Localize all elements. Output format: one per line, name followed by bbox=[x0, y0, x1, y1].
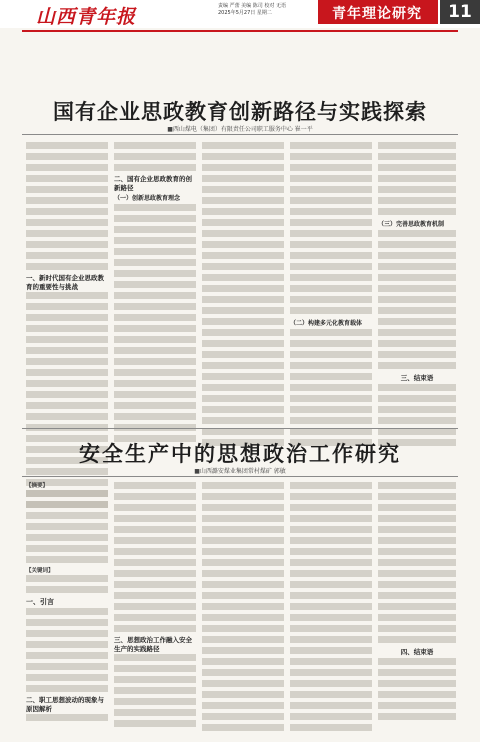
article1-subhead-6: 三、结束语 bbox=[400, 374, 434, 382]
article1-byline: ■西山煤电（集团）有限责任公司职工服务中心 崔一平 bbox=[167, 126, 313, 133]
article2-column-4 bbox=[290, 482, 372, 735]
article1-divider bbox=[22, 134, 458, 135]
article-separator bbox=[22, 428, 458, 429]
article1-subhead-3: （一）创新思政教育理念 bbox=[114, 195, 181, 202]
section-name: 青年理论研究 bbox=[332, 6, 422, 22]
issue-date: 2025年5月27日 星期二 bbox=[218, 10, 272, 16]
abstract-label: 【摘要】 bbox=[26, 483, 49, 489]
article1-subhead-5: （三）完善思政教育机制 bbox=[378, 221, 445, 228]
article2-divider bbox=[22, 476, 458, 477]
article2-column-5 bbox=[378, 482, 456, 724]
masthead-rule bbox=[22, 30, 458, 32]
editor-info-line1: 责编 严蕾 美编 陈司 校对 无语 bbox=[218, 3, 286, 9]
article2-subhead-3: 三、思想政治工作融入安全生产的实践路径 bbox=[114, 636, 192, 653]
article2-column-3 bbox=[202, 482, 284, 735]
editor-info bbox=[218, 3, 286, 17]
article1-column-2 bbox=[114, 142, 196, 446]
article1-column-5 bbox=[378, 142, 456, 450]
article2-subhead-1: 一、引言 bbox=[26, 598, 54, 606]
article2-title: 安全生产中的思想政治工作研究 bbox=[79, 442, 401, 466]
article1-title: 国有企业思政教育创新路径与实践探索 bbox=[53, 100, 427, 124]
article1-subhead-1: 一、新时代国有企业思政教育的重要性与挑战 bbox=[26, 274, 104, 291]
article1-column-4 bbox=[290, 142, 372, 450]
masthead bbox=[0, 0, 480, 28]
article1-subhead-4: （二）构建多元化教育载体 bbox=[290, 320, 363, 327]
article2-subhead-4: 四、结束语 bbox=[400, 648, 434, 656]
article2-subhead-2: 二、职工思想波动的现象与原因解析 bbox=[26, 696, 104, 713]
article1-subhead-2: 二、国有企业思政教育的创新路径 bbox=[114, 175, 192, 192]
article2-column-1 bbox=[26, 482, 108, 725]
newspaper-logo: 山西青年报 bbox=[36, 6, 137, 28]
keywords-label: 【关键词】 bbox=[26, 568, 54, 574]
article2-column-2 bbox=[114, 482, 196, 731]
article2-byline: ■山西潞安煤业集团常村煤矿 郭敏 bbox=[194, 468, 286, 475]
article1-column-3 bbox=[202, 142, 284, 450]
page-number: 11 bbox=[440, 0, 480, 24]
